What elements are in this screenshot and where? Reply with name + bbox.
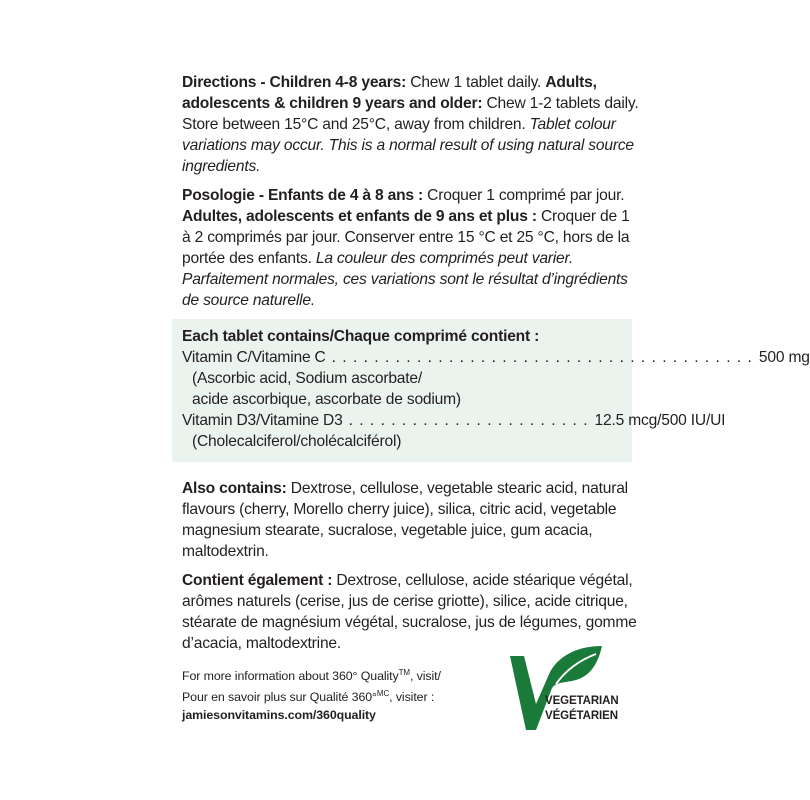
directions-fr <box>182 185 642 311</box>
ingredient-name: Vitamin D3/Vitamine D3 <box>182 412 343 429</box>
vegetarian-leaf-icon <box>506 644 622 736</box>
ingredient-row <box>182 347 810 368</box>
also-contains-fr-text: Dextrose, cellulose, acide stéarique végétal, arômes naturels (cerise, jus de cerise griotte), silice, acide citrique, stéarate de magnésium végétal, sucralose, jus de légumes, gomme d’acacia, maltodextrine. <box>182 572 637 652</box>
product-label-text <box>182 72 810 734</box>
facts-heading: Each tablet contains/Chaque comprimé contient : <box>182 328 540 345</box>
nutrition-facts-box <box>172 319 810 462</box>
also-contains-en <box>182 478 642 562</box>
website-link[interactable]: jamiesonvitamins.com/360quality <box>182 708 376 722</box>
directions-en-note: Tablet colour variations may occur. This is a normal result of using natural source ingredients. <box>182 116 634 175</box>
trademark-sup-fr: MC <box>376 689 390 698</box>
directions-fr-note: La couleur des comprimés peut varier. Parfaitement normales, ces variations sont le résultat d’ingrédients de source naturelle. <box>182 250 628 309</box>
vegetarian-badge <box>506 644 622 736</box>
directions-en <box>182 72 642 177</box>
directions-en-children-text: Chew 1 tablet daily. <box>406 74 546 91</box>
ingredient-source: (Ascorbic acid, Sodium ascorbate/ <box>192 370 423 387</box>
also-contains-fr <box>182 570 642 654</box>
footer-en-text: For more information about 360° Quality <box>182 669 399 683</box>
also-contains-fr-label: Contient également : <box>182 572 333 589</box>
ingredient-name: Vitamin C/Vitamine C <box>182 349 326 366</box>
directions-fr-label-adults: Adultes, adolescents et enfants de 9 ans et plus : <box>182 208 537 225</box>
directions-en-label-adults: Adults, adolescents & children 9 years and older: <box>182 74 597 112</box>
also-contains-en-label: Also contains: <box>182 480 287 497</box>
footer-fr-tail: , visiter : <box>389 690 435 704</box>
trademark-sup: TM <box>398 668 410 677</box>
ingredient-row <box>182 410 726 431</box>
vegetarian-label-fr: VÉGÉTARIEN <box>545 710 618 722</box>
also-contains-en-text: Dextrose, cellulose, vegetable stearic acid, natural flavours (cherry, Morello cherry juice), silica, citric acid, vegetable magnesium stearate, sucralose, vegetable juice, gum acacia, maltodextrin. <box>182 480 628 560</box>
ingredient-source: (Cholecalciferol/cholécalciférol) <box>192 433 402 450</box>
leader-dots: . . . . . . . . . . . . . . . . . . . . . . . . . . . . . . . . . . . . . . . . <box>331 349 753 366</box>
ingredient-amount: 12.5 mcg/500 IU/UI <box>594 412 726 429</box>
ingredient-amount: 500 mg <box>758 349 810 366</box>
directions-en-adults-text: Chew 1-2 tablets daily. Store between 15°C and 25°C, away from children. <box>182 95 639 133</box>
vegetarian-label-en: VEGETARIAN <box>545 695 619 707</box>
directions-en-label-children: Directions - Children 4-8 years: <box>182 74 407 91</box>
directions-fr-label-children: Posologie - Enfants de 4 à 8 ans : <box>182 187 424 204</box>
footer-en-tail: , visit/ <box>409 669 441 683</box>
directions-fr-adults-text: Croquer de 1 à 2 comprimés par jour. Conserver entre 15 °C et 25 °C, hors de la portée des enfants. <box>182 208 630 267</box>
leader-dots: . . . . . . . . . . . . . . . . . . . . . . . <box>348 412 589 429</box>
directions-fr-children-text: Croquer 1 comprimé par jour. <box>423 187 625 204</box>
ingredient-source: acide ascorbique, ascorbate de sodium) <box>192 391 461 408</box>
footer-fr-text: Pour en savoir plus sur Qualité 360° <box>182 690 377 704</box>
